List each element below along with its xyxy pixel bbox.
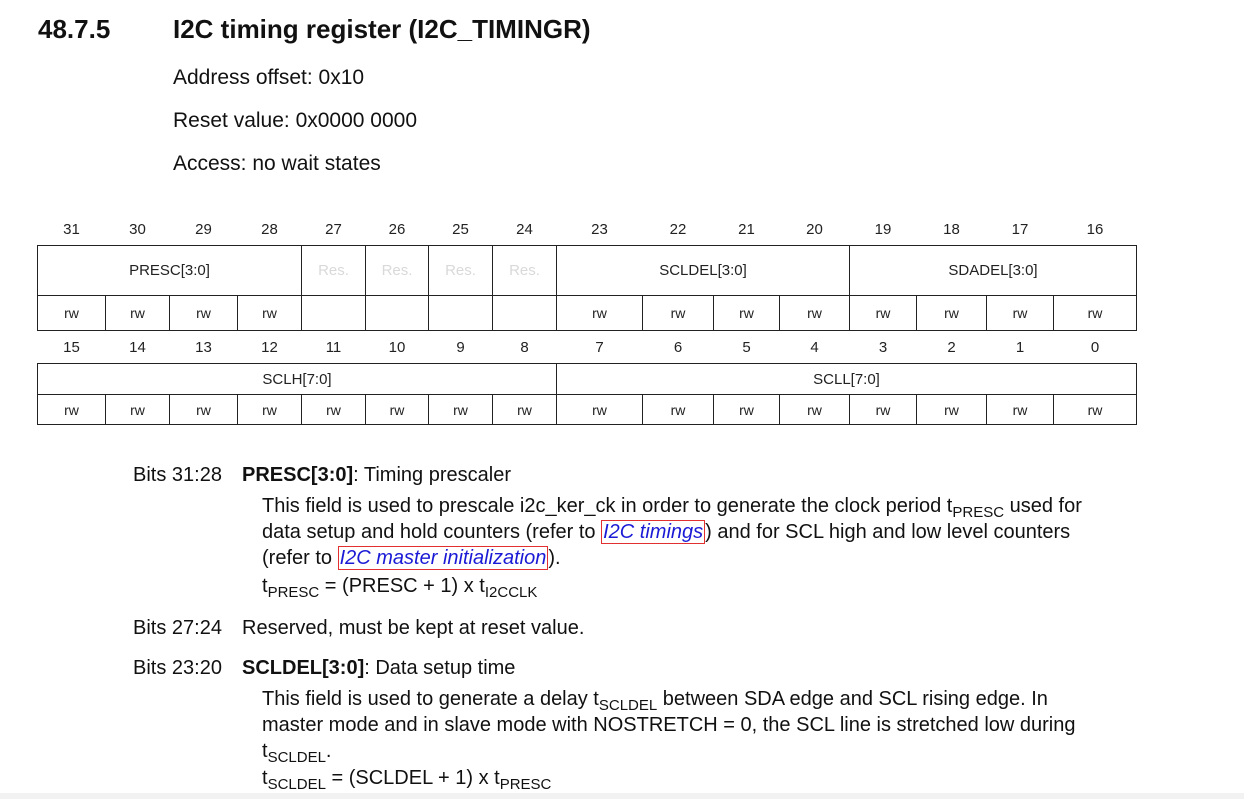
access-rw: rw: [780, 395, 850, 425]
text: This field is used to prescale i2c_ker_ck in order to generate the clock period t: [262, 495, 953, 517]
bit-number: 19: [874, 220, 892, 238]
access-rw: rw: [643, 395, 714, 425]
text: t: [262, 767, 268, 789]
access-rw: rw: [714, 296, 780, 331]
access-rw: rw: [917, 395, 987, 425]
bit-number: 30: [129, 220, 146, 238]
access-row: [38, 395, 1137, 425]
section-number: 48.7.5: [38, 14, 111, 44]
scldel-desc-line-1: [262, 686, 1048, 712]
access-row: [38, 296, 1137, 331]
bit-number: 12: [261, 338, 278, 356]
text: This field is used to generate a delay t: [262, 688, 599, 710]
access-rw: rw: [106, 296, 170, 331]
access-rw: rw: [557, 296, 643, 331]
field-name: PRESC[3:0]: [242, 464, 354, 486]
scldel-desc-line-3: [262, 738, 331, 764]
bit-number: 11: [325, 338, 342, 356]
bit-number: 31: [63, 220, 80, 238]
text: used for: [1004, 495, 1082, 517]
subscript: PRESC: [499, 776, 552, 793]
bits-label-reserved: Bits 27:24: [133, 617, 222, 639]
link-i2c-master-initialization[interactable]: I2C master initialization: [339, 547, 547, 569]
reserved-text: Reserved, must be kept at reset value.: [242, 617, 585, 639]
access-empty: [429, 296, 493, 331]
bit-number: 7: [595, 338, 604, 356]
access-rw: rw: [493, 395, 557, 425]
presc-formula: [262, 575, 538, 601]
bit-number: 16: [1086, 220, 1104, 238]
bit-number: 10: [388, 338, 406, 356]
scldel-formula: [262, 767, 552, 793]
bit-number: 13: [195, 338, 212, 356]
subscript: SCLDEL: [267, 776, 326, 793]
access-rw: rw: [170, 296, 238, 331]
field-row: [38, 246, 1137, 296]
bit-number: 23: [591, 220, 608, 238]
bit-number: 15: [63, 338, 80, 356]
bit-number: 2: [947, 338, 956, 356]
access-rw: rw: [302, 395, 366, 425]
access-rw: rw: [780, 296, 850, 331]
subscript: I2CCLK: [484, 584, 538, 601]
link-i2c-timings[interactable]: I2C timings: [603, 521, 704, 543]
bit-number-row: [38, 213, 1137, 246]
presc-desc-line-1: [262, 493, 1082, 519]
access-rw: rw: [38, 296, 106, 331]
field-row: [38, 364, 1137, 395]
access-rw: rw: [850, 296, 917, 331]
field-reserved: Res.: [302, 246, 366, 296]
access-rw: rw: [987, 296, 1054, 331]
bit-number: 21: [738, 220, 755, 238]
access-rw: rw: [366, 395, 429, 425]
access-rw: rw: [850, 395, 917, 425]
access-rw: rw: [557, 395, 643, 425]
field-sdadel: SDADEL[3:0]: [850, 246, 1137, 296]
access-empty: [493, 296, 557, 331]
bit-number: 17: [1011, 220, 1029, 238]
bit-number: 26: [388, 220, 406, 238]
access-rw: rw: [238, 296, 302, 331]
section-title: I2C timing register (I2C_TIMINGR): [173, 14, 591, 44]
access-rw: rw: [987, 395, 1054, 425]
bit-number: 27: [325, 220, 342, 238]
field-presc: PRESC[3:0]: [38, 246, 302, 296]
bit-number: 29: [195, 220, 212, 238]
bit-number: 0: [1090, 338, 1100, 356]
field-summary: : Data setup time: [364, 657, 516, 679]
subscript: PRESC: [267, 584, 320, 601]
text: = (PRESC + 1) x t: [319, 575, 485, 597]
field-name: SCLDEL[3:0]: [242, 657, 365, 679]
text: ) and for SCL high and low level counters: [705, 521, 1071, 543]
register-table-lower: [37, 331, 1137, 425]
field-reserved: Res.: [493, 246, 557, 296]
field-scldel: SCLDEL[3:0]: [557, 246, 850, 296]
subscript: PRESC: [952, 504, 1005, 521]
access-info: Access: no wait states: [173, 152, 381, 175]
scldel-desc-line-2: master mode and in slave mode with NOSTRETCH = 0, the SCL line is stretched low during: [262, 714, 1076, 736]
access-empty: [302, 296, 366, 331]
bit-number: 6: [673, 338, 683, 356]
access-rw: rw: [38, 395, 106, 425]
bit-number: 4: [810, 338, 819, 356]
text: ).: [548, 547, 561, 569]
presc-desc-line-3: [262, 545, 561, 571]
access-rw: rw: [1054, 296, 1137, 331]
bit-number: 24: [516, 220, 533, 238]
text: t: [262, 575, 268, 597]
access-rw: rw: [1054, 395, 1137, 425]
field-reserved: Res.: [366, 246, 429, 296]
subscript: SCLDEL: [598, 697, 658, 714]
field-sclh: SCLH[7:0]: [38, 364, 557, 395]
bits-label-scldel: Bits 23:20: [133, 657, 222, 679]
text: between SDA edge and SCL rising edge. In: [657, 688, 1048, 710]
bit-number: 3: [878, 338, 888, 356]
access-rw: rw: [429, 395, 493, 425]
text: t: [262, 740, 268, 762]
field-reserved: Res.: [429, 246, 493, 296]
field-heading-scldel: [242, 657, 515, 680]
access-rw: rw: [643, 296, 714, 331]
text: = (SCLDEL + 1) x t: [325, 767, 500, 789]
bit-number: 25: [452, 220, 469, 238]
bit-number: 14: [129, 338, 146, 356]
bit-number: 18: [943, 220, 960, 238]
access-rw: rw: [170, 395, 238, 425]
bit-number: 8: [520, 338, 529, 356]
bit-number: 1: [1015, 338, 1025, 356]
text: data setup and hold counters (refer to: [262, 521, 602, 543]
reset-value: Reset value: 0x0000 0000: [173, 109, 418, 132]
access-rw: rw: [106, 395, 170, 425]
bit-number: 28: [261, 220, 278, 238]
field-heading-presc: [242, 464, 511, 487]
bit-number: 5: [742, 338, 751, 356]
access-rw: rw: [714, 395, 780, 425]
address-offset: Address offset: 0x10: [173, 66, 365, 89]
page-bottom-edge: [0, 793, 1244, 799]
text: (refer to: [262, 547, 338, 569]
bit-number: 9: [456, 338, 465, 356]
subscript: SCLDEL: [267, 749, 326, 766]
bit-number-row: [38, 331, 1137, 364]
access-rw: rw: [917, 296, 987, 331]
field-summary: : Timing prescaler: [353, 464, 511, 486]
text: .: [325, 740, 332, 762]
bits-label-presc: Bits 31:28: [133, 464, 222, 486]
bit-number: 20: [806, 220, 823, 238]
presc-desc-line-2: [262, 519, 1070, 545]
bit-number: 22: [669, 220, 687, 238]
access-rw: rw: [238, 395, 302, 425]
access-empty: [366, 296, 429, 331]
register-table-upper: [37, 213, 1137, 331]
field-scll: SCLL[7:0]: [557, 364, 1137, 395]
